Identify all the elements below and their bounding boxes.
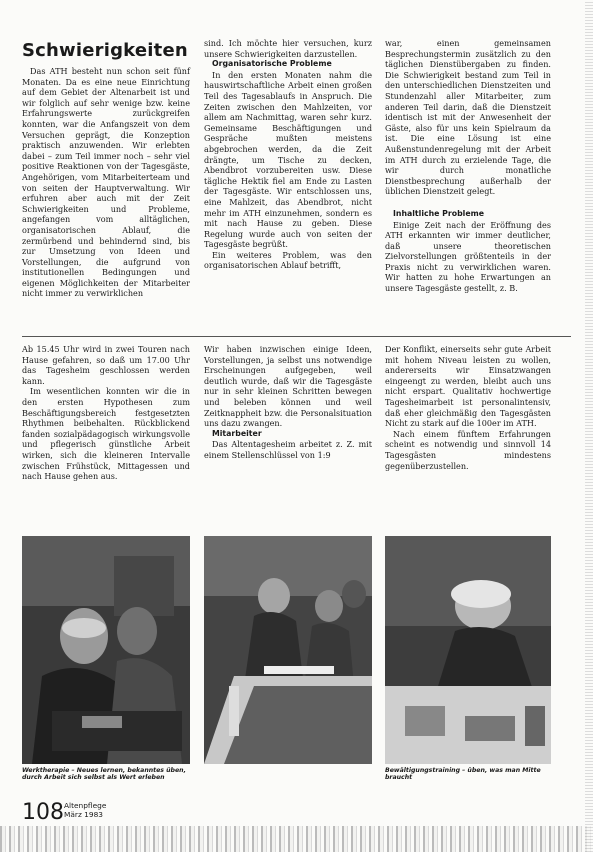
article-title: Schwierigkeiten bbox=[22, 40, 188, 61]
photo-coping-training bbox=[385, 536, 551, 764]
column-1-top bbox=[22, 66, 190, 299]
paragraph: Wir haben inzwischen einige Ideen, Vorstellungen, ja selbst uns notwendige Erscheinungen aufgegeben, weil deutlich wurde, daß wir die Tagesgäste nur in sehr kleinen Schritten bewegen und beleben können und weil Zeitknappheit bzw. die Personalsituation uns dazu zwangen. bbox=[204, 344, 372, 429]
journal-date: März 1983 bbox=[64, 810, 103, 819]
paragraph: Der Konflikt, einerseits sehr gute Arbeit mit hohem Niveau leisten zu wollen, andererseits wir Einsatzwangen eingeengt zu werden, bleibt auch uns nicht erspart. Qualitativ hochwertige Tagesheimarbeit ist personalintensiv, daß eher gleichmäßig den Tagesgästen Nicht zu stark auf die 100er im ATH. bbox=[385, 344, 551, 429]
paragraph: Nach einem fünftem Erfahrungen scheint es notwendig und sinnvoll 14 Tagesgästen mindestens gegenüberzustellen. bbox=[385, 428, 551, 471]
page-number: 108 bbox=[22, 800, 64, 825]
column-1-middle bbox=[22, 344, 190, 482]
photo-group-activity bbox=[204, 536, 372, 764]
page-stack-edge bbox=[0, 826, 593, 852]
caption-right: Bewältigungstraining – üben, was man Mitte braucht bbox=[385, 767, 541, 782]
photo-occupational-therapy bbox=[22, 536, 190, 764]
column-2-top bbox=[204, 38, 372, 271]
column-3-top bbox=[385, 38, 551, 294]
caption-left: Werktherapie – Neues lernen, bekanntes üben, durch Arbeit sich selbst als Wert erleben bbox=[22, 767, 186, 782]
paragraph: In den ersten Monaten nahm die hauswirtschaftliche Arbeit einen großen Teil des Tagesablaufs in Anspruch. Die Zeiten zwischen den Mahlzeiten, vor allem am Nachmittag, waren sehr kurz. Gemeinsame Beschäftigungen und Gespräche mußten meistens abgebrochen werden, da die Zeit drängte, um Tische zu decken, Abendbrot vorzubereiten usw. Diese tägliche Hektik fiel am Ende zu Lasten der Tagesgäste. Wir entschlossen uns, eine Mahlzeit, das Abendbrot, nicht mehr im ATH einzunehmen, sondern es mit nach Hause zu geben. Diese Regelung wurde auch von seiten der Tagesgäste begrüßt. bbox=[204, 69, 372, 250]
journal-info bbox=[64, 801, 106, 819]
section-divider bbox=[22, 336, 571, 337]
paragraph: sind. Ich möchte hier versuchen, kurz unsere Schwierigkeiten darzustellen. bbox=[204, 38, 372, 59]
paragraph: Das Altentagesheim arbeitet z. Z. mit einem Stellenschlüssel von 1:9 bbox=[204, 439, 372, 460]
section-heading-staff: Mitarbeiter bbox=[212, 428, 262, 438]
section-heading-organisational: Organisatorische Probleme bbox=[212, 59, 332, 69]
column-2-middle bbox=[204, 344, 372, 461]
paragraph: Ein weiteres Problem, was den organisatorischen Ablauf betrifft, bbox=[204, 249, 372, 271]
paragraph: Das ATH besteht nun schon seit fünf Monaten. Da es eine neue Einrichtung auf dem Gebiet der Altenarbeit ist und wir folglich auf sehr wenige bzw. keine Erfahrungswerte zurückgreifen konnten, war die Anfangszeit von dem Versuchen geprägt, die Konzeption praktisch anzuwenden. Wir erlebten dabei – zum Teil immer noch – sehr viel positive Reaktionen von der Tagesgäste, Angehörigen, vom Mitarbeiterteam und von seiten der Hauptverwaltung. Wir erfuhren aber auch mit der Zeit Schwierigkeiten und Probleme, angefangen vom alltäglichen, organisatorischen Ablauf, die zermürbend und behindernd sind, bis zur Umsetzung von Ideen und Vorstellungen, die aufgrund von institutionellen Bedingungen und eigenen Möglichkeiten der Mitarbeiter nicht immer zu verwirklichen bbox=[22, 66, 190, 299]
page-right-edge bbox=[585, 0, 593, 852]
paragraph: Ab 15.45 Uhr wird in zwei Touren nach Hause gefahren, so daß um 17.00 Uhr das Tagesheim geschlossen werden kann. bbox=[22, 344, 190, 386]
column-3-middle bbox=[385, 344, 551, 471]
paragraph: Im wesentlichen konnten wir die in den ersten Hypothesen zum Beschäftigungsbereich festgesetzten Rhythmen beibehalten. Rückblickend fanden sozialpädagogisch wirkungsvolle und pflegerisch günstliche Arbeit wirken, sich die kleineren Intervalle zwischen Frühstück, Mittagessen und nach Hause gehen aus. bbox=[22, 386, 190, 482]
paragraph: war, einen gemeinsamen Besprechungstermin zusätzlich zu den täglichen Dienstübergaben zu finden. Die Schwierigkeit bestand zum Teil in den unterschiedlichen Dienstzeiten und Stundenzahl aller Mitarbeiter, zum anderen Teil darin, daß die Dienstzeit identisch ist mit der Anwesenheit der Gäste, also für uns kein Spielraum da ist. Die eine Lösung ist eine Außenstundenregelung mit der Arbeit im ATH durch zu erzielende Tage, die wir durch monatliche Dienstbesprechung außerhalb der üblichen Dienstzeit gelegt. bbox=[385, 38, 551, 197]
section-heading-content: Inhaltliche Probleme bbox=[393, 208, 485, 218]
journal-name: Altenpflege bbox=[64, 801, 107, 810]
paragraph: Einige Zeit nach der Eröffnung des ATH erkannten wir immer deutlicher, daß unsere theoretischen Zielvorstellungen größtenteils in der Praxis nicht zu verwirklichen waren. Wir hatten zu hohe Erwartungen an unsere Tagesgäste gestellt, z. B. bbox=[385, 219, 551, 294]
